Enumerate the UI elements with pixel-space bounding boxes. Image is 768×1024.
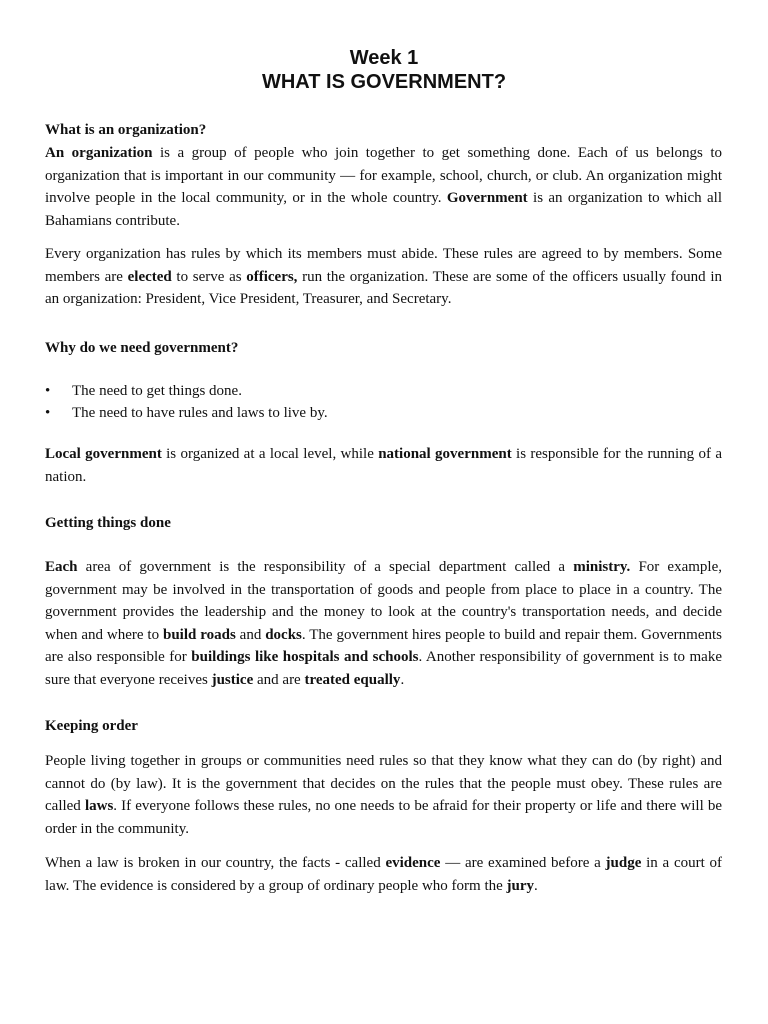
paragraph-text: . The government hires people to build and repair them. Governments are also responsible for: [45, 626, 722, 665]
paragraph-text: is a group of people who join together to get something done. Each of us belongs to organization that is important in our community — for example, school, church, or club. An organization might involve people in the local community, or in the whole country.: [45, 145, 722, 206]
section-heading-why-government: Why do we need government?: [45, 340, 239, 356]
bullet-icon: •: [45, 405, 51, 421]
bold-term: Each: [45, 559, 78, 575]
bold-term: treated equally: [304, 671, 401, 688]
paragraph-text: to serve as: [171, 268, 247, 285]
paragraph-organization-definition: [45, 142, 722, 232]
bold-term: ministry.: [573, 559, 631, 575]
bold-term: An organization: [45, 145, 153, 161]
bold-term: buildings like hospitals and schools: [191, 649, 419, 665]
paragraph-text: and: [235, 626, 266, 643]
paragraph-text: and are: [253, 671, 305, 688]
page-title: WHAT IS GOVERNMENT?: [261, 71, 507, 93]
bold-term: Local government: [45, 446, 162, 462]
bold-term: national government: [378, 446, 512, 462]
bold-term: judge: [605, 855, 642, 871]
paragraph-text: run the organization. These are some of the officers usually found in an organization: President, Vice President, Treasurer, and Secretary.: [45, 268, 722, 307]
paragraph-text: Every organization has rules by which its members must abide. These rules are agreed to by members. Some members are: [45, 246, 722, 285]
bold-term: officers,: [246, 268, 298, 285]
paragraph-text: For example, government may be involved in the transportation of goods and people from place to place in a country. The government provides the leadership and the money to look at the country's transportation needs, and decide when and where to: [45, 559, 722, 643]
paragraph-text: — are examined before a: [440, 855, 606, 871]
paragraph-laws: [45, 750, 722, 840]
paragraph-court: [45, 852, 722, 897]
bullet-icon: •: [45, 383, 51, 399]
paragraph-text: is responsible for the running of a nation.: [45, 446, 722, 485]
bold-term: laws: [84, 798, 114, 814]
bold-term: docks: [265, 626, 302, 643]
bold-term: build roads: [162, 626, 236, 643]
list-item-text: The need to have rules and laws to live by.: [72, 405, 328, 421]
paragraph-text: . If everyone follows these rules, no one needs to be afraid for their property or life and there will be order in the community.: [45, 798, 723, 837]
week-label: Week 1: [349, 47, 419, 69]
paragraph-local-national: [45, 443, 722, 488]
paragraph-text: .: [534, 877, 538, 894]
paragraph-ministries: [45, 556, 722, 691]
bold-term: justice: [211, 671, 254, 688]
bold-term: Government: [446, 190, 528, 206]
paragraph-text: in a court of law. The evidence is considered by a group of ordinary people who form the: [45, 855, 723, 894]
paragraph-text: is organized at a local level, while: [161, 446, 379, 462]
list-item-text: The need to get things done.: [72, 383, 242, 399]
paragraph-text: area of government is the responsibility of a special department called a: [77, 559, 574, 575]
bold-term: elected: [127, 268, 172, 285]
section-heading-keeping-order: Keeping order: [45, 718, 138, 734]
bold-term: evidence: [385, 855, 441, 871]
section-heading-organization: What is an organization?: [45, 122, 207, 138]
paragraph-text: . Another responsibility of government is to make sure that everyone receives: [45, 649, 722, 688]
paragraph-text: is an organization to which all Bahamians contribute.: [45, 190, 722, 229]
paragraph-text: When a law is broken in our country, the facts - called: [45, 855, 386, 871]
paragraph-organization-rules: [45, 243, 722, 311]
section-heading-getting-things-done: Getting things done: [45, 515, 171, 531]
paragraph-text: People living together in groups or communities need rules so that they know what they can do (by right) and cannot do (by law). It is the government that decides on the rules that the people must obey. These rules are called: [45, 753, 722, 814]
paragraph-text: .: [400, 671, 405, 688]
bold-term: jury: [506, 877, 535, 894]
